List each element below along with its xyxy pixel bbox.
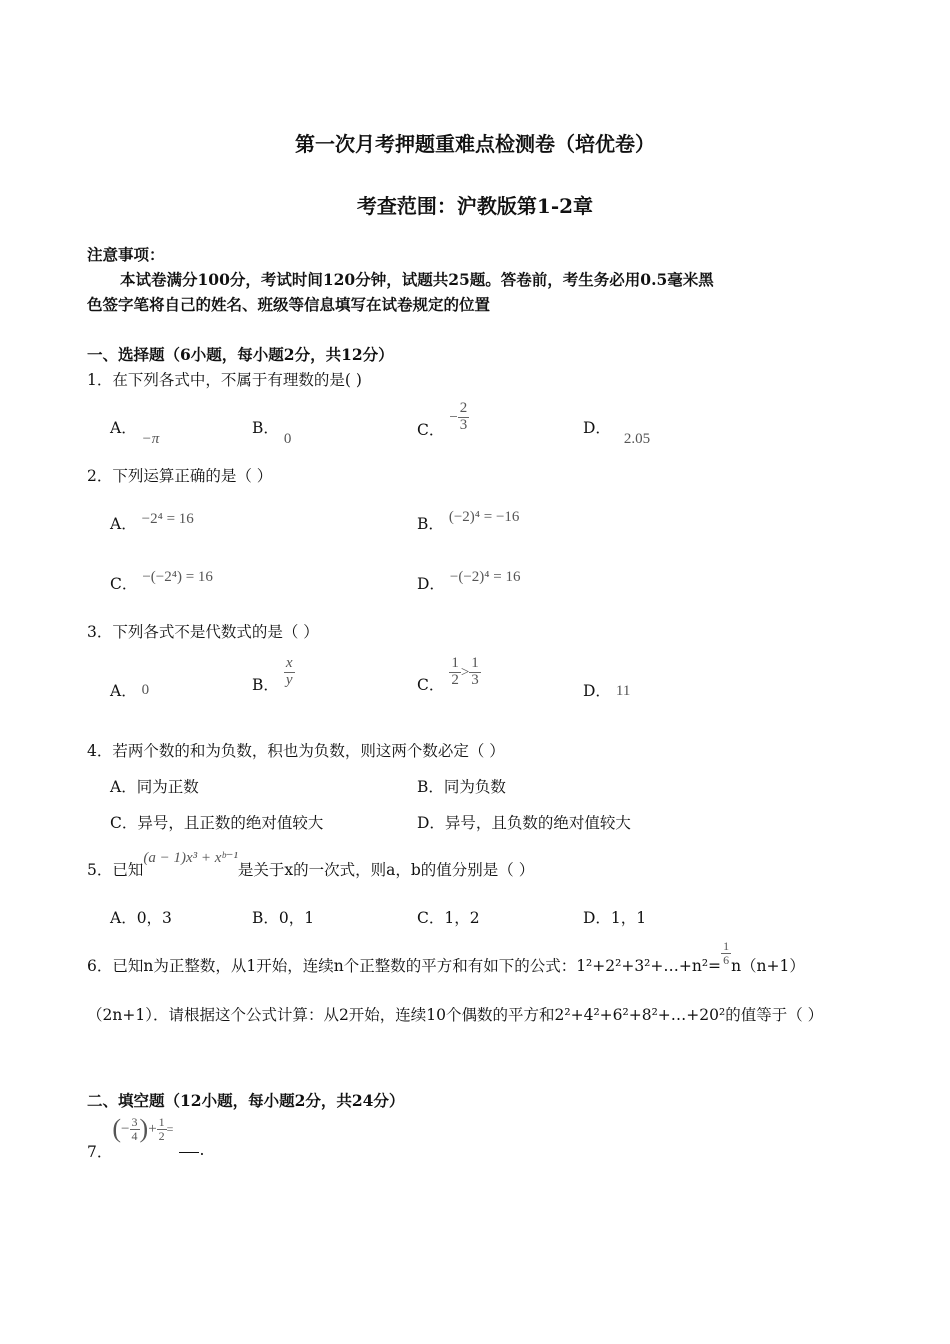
q7-right-paren: ) xyxy=(139,1114,149,1143)
q1-option-d-label: D． xyxy=(583,419,611,437)
q1-option-c-fraction xyxy=(458,401,470,434)
q7-denominator-1: 4 xyxy=(131,1128,138,1143)
page-subtitle: 考查范围：沪教版第1-2章 xyxy=(356,194,594,218)
q3-option-b-label: B． xyxy=(252,676,279,695)
q3-option-b-fraction xyxy=(284,656,295,689)
q4-option-c: C．异号，且正数的绝对值较大 xyxy=(110,814,324,832)
q3-option-c-fraction-2 xyxy=(469,656,481,689)
q1-option-a-math: −π xyxy=(141,431,160,447)
q3-option-c-fraction-1 xyxy=(449,656,461,689)
q4-option-b: B．同为负数 xyxy=(417,778,506,796)
q7-prefix: 7． xyxy=(87,1143,113,1161)
q1-stem: 1．在下列各式中，不属于有理数的是( ) xyxy=(87,371,362,389)
q3-option-d xyxy=(583,679,630,701)
q2-option-b xyxy=(417,509,520,534)
q7-denominator-2: 2 xyxy=(158,1128,165,1143)
q4-stem: 4．若两个数的和为负数，积也为负数，则这两个数必定（ ） xyxy=(87,742,505,760)
q1-option-c-label: C． xyxy=(417,421,445,440)
q3-option-a-math: 0 xyxy=(141,682,150,698)
q5-expression: (a − 1)x³ + xᵇ⁻¹ xyxy=(143,850,238,866)
q7-plus: + xyxy=(148,1121,157,1137)
q5-prefix: 5．已知 xyxy=(87,861,144,879)
q7-equals: = xyxy=(166,1122,174,1136)
q7-suffix: . xyxy=(199,1141,205,1159)
notice-line-1: 本试卷满分100分，考试时间120分钟，试题共25题。答卷前，考生务必用0.5毫米黑 xyxy=(120,270,714,289)
q2-option-d-label: D． xyxy=(417,575,445,593)
q6-line-2: （2n+1）．请根据这个公式计算：从2开始，连续10个偶数的平方和2²+4²+6²+8²+…+20²的值等于（ ） xyxy=(87,1006,824,1024)
q3-option-c xyxy=(417,655,481,695)
q2-option-d-math: −(−2)⁴ = 16 xyxy=(449,569,521,585)
q3-option-b xyxy=(252,655,295,695)
q2-option-c-label: C． xyxy=(110,575,138,593)
q2-option-d xyxy=(417,569,521,594)
q3-option-b-numerator: x xyxy=(285,655,293,671)
q6-line-1 xyxy=(87,939,805,976)
q3-option-a xyxy=(110,679,149,701)
q2-option-c xyxy=(110,569,213,594)
q3-option-c-operator: > xyxy=(460,664,470,681)
q1-option-d-math: 2.05 xyxy=(623,431,651,447)
q5-stem xyxy=(87,850,535,880)
section-2-heading: 二、填空题（12小题，每小题2分，共24分） xyxy=(87,1091,405,1110)
q1-option-b xyxy=(252,416,292,447)
notice-line-2: 色签字笔将自己的姓名、班级等信息填写在试卷规定的位置 xyxy=(87,295,491,314)
q3-option-b-denominator: y xyxy=(285,671,293,688)
section-1-heading: 一、选择题（6小题，每小题2分，共12分） xyxy=(87,345,394,364)
q1-option-b-math: 0 xyxy=(283,431,292,447)
q7-minus: − xyxy=(121,1121,130,1137)
q3-option-d-math: 11 xyxy=(615,683,631,699)
q6-formula-denominator: 6 xyxy=(723,952,730,967)
q7 xyxy=(87,1114,205,1161)
q7-numerator-1: 3 xyxy=(131,1114,138,1129)
q1-option-c-numerator: 2 xyxy=(459,400,468,416)
q3-stem: 3．下列各式不是代数式的是（ ） xyxy=(87,623,319,641)
q3-option-c-numerator-1: 1 xyxy=(451,655,459,671)
q3-option-c-denominator-2: 3 xyxy=(471,671,479,688)
q7-fraction-1 xyxy=(130,1116,140,1142)
q2-option-b-label: B． xyxy=(417,515,444,533)
q2-option-a-label: A． xyxy=(110,515,137,533)
q3-option-d-label: D． xyxy=(583,682,611,700)
q5-option-c: C．1，2 xyxy=(417,909,480,927)
q3-option-a-label: A． xyxy=(110,682,137,700)
q2-option-a-math: −2⁴ = 16 xyxy=(141,511,194,527)
q7-fraction-2 xyxy=(157,1116,167,1142)
q6-line-1-tail: n（n+1） xyxy=(731,957,805,976)
q5-option-b: B．0，1 xyxy=(252,909,315,927)
q6-formula-fraction xyxy=(721,940,731,966)
q3-option-c-label: C． xyxy=(417,676,445,695)
q3-option-c-denominator-1: 2 xyxy=(451,671,459,688)
q2-stem: 2．下列运算正确的是（ ） xyxy=(87,467,273,485)
q2-option-b-math: (−2)⁴ = −16 xyxy=(448,509,520,525)
q1-option-c xyxy=(417,400,469,440)
q1-option-b-label: B． xyxy=(252,419,279,437)
q7-answer-blank[interactable] xyxy=(179,1138,199,1153)
q5-option-a: A．0，3 xyxy=(110,909,172,927)
q1-option-a xyxy=(110,416,160,447)
q2-option-c-math: −(−2⁴) = 16 xyxy=(142,569,213,585)
q7-left-paren: ( xyxy=(112,1114,122,1143)
q5-option-d: D．1，1 xyxy=(583,909,647,927)
notice-heading: 注意事项： xyxy=(87,245,165,264)
q3-option-c-numerator-2: 1 xyxy=(471,655,479,671)
q2-option-a xyxy=(110,512,194,534)
q1-option-c-sign: − xyxy=(449,409,458,426)
q5-suffix: 是关于x的一次式，则a，b的值分别是（ ） xyxy=(237,861,535,879)
q6-line-1-text: 6．已知n为正整数，从1开始，连续n个正整数的平方和有如下的公式：1²+2²+3²+…+n²= xyxy=(87,957,722,976)
q1-option-d xyxy=(583,416,651,447)
q1-option-c-denominator: 3 xyxy=(459,416,468,433)
q1-option-a-label: A． xyxy=(110,419,137,437)
q4-option-a: A．同为正数 xyxy=(110,778,199,796)
q4-option-d: D．异号，且负数的绝对值较大 xyxy=(417,814,631,832)
q7-numerator-2: 1 xyxy=(158,1114,165,1129)
page-title: 第一次月考押题重难点检测卷（培优卷） xyxy=(295,132,655,156)
q6-formula-numerator: 1 xyxy=(723,939,730,953)
